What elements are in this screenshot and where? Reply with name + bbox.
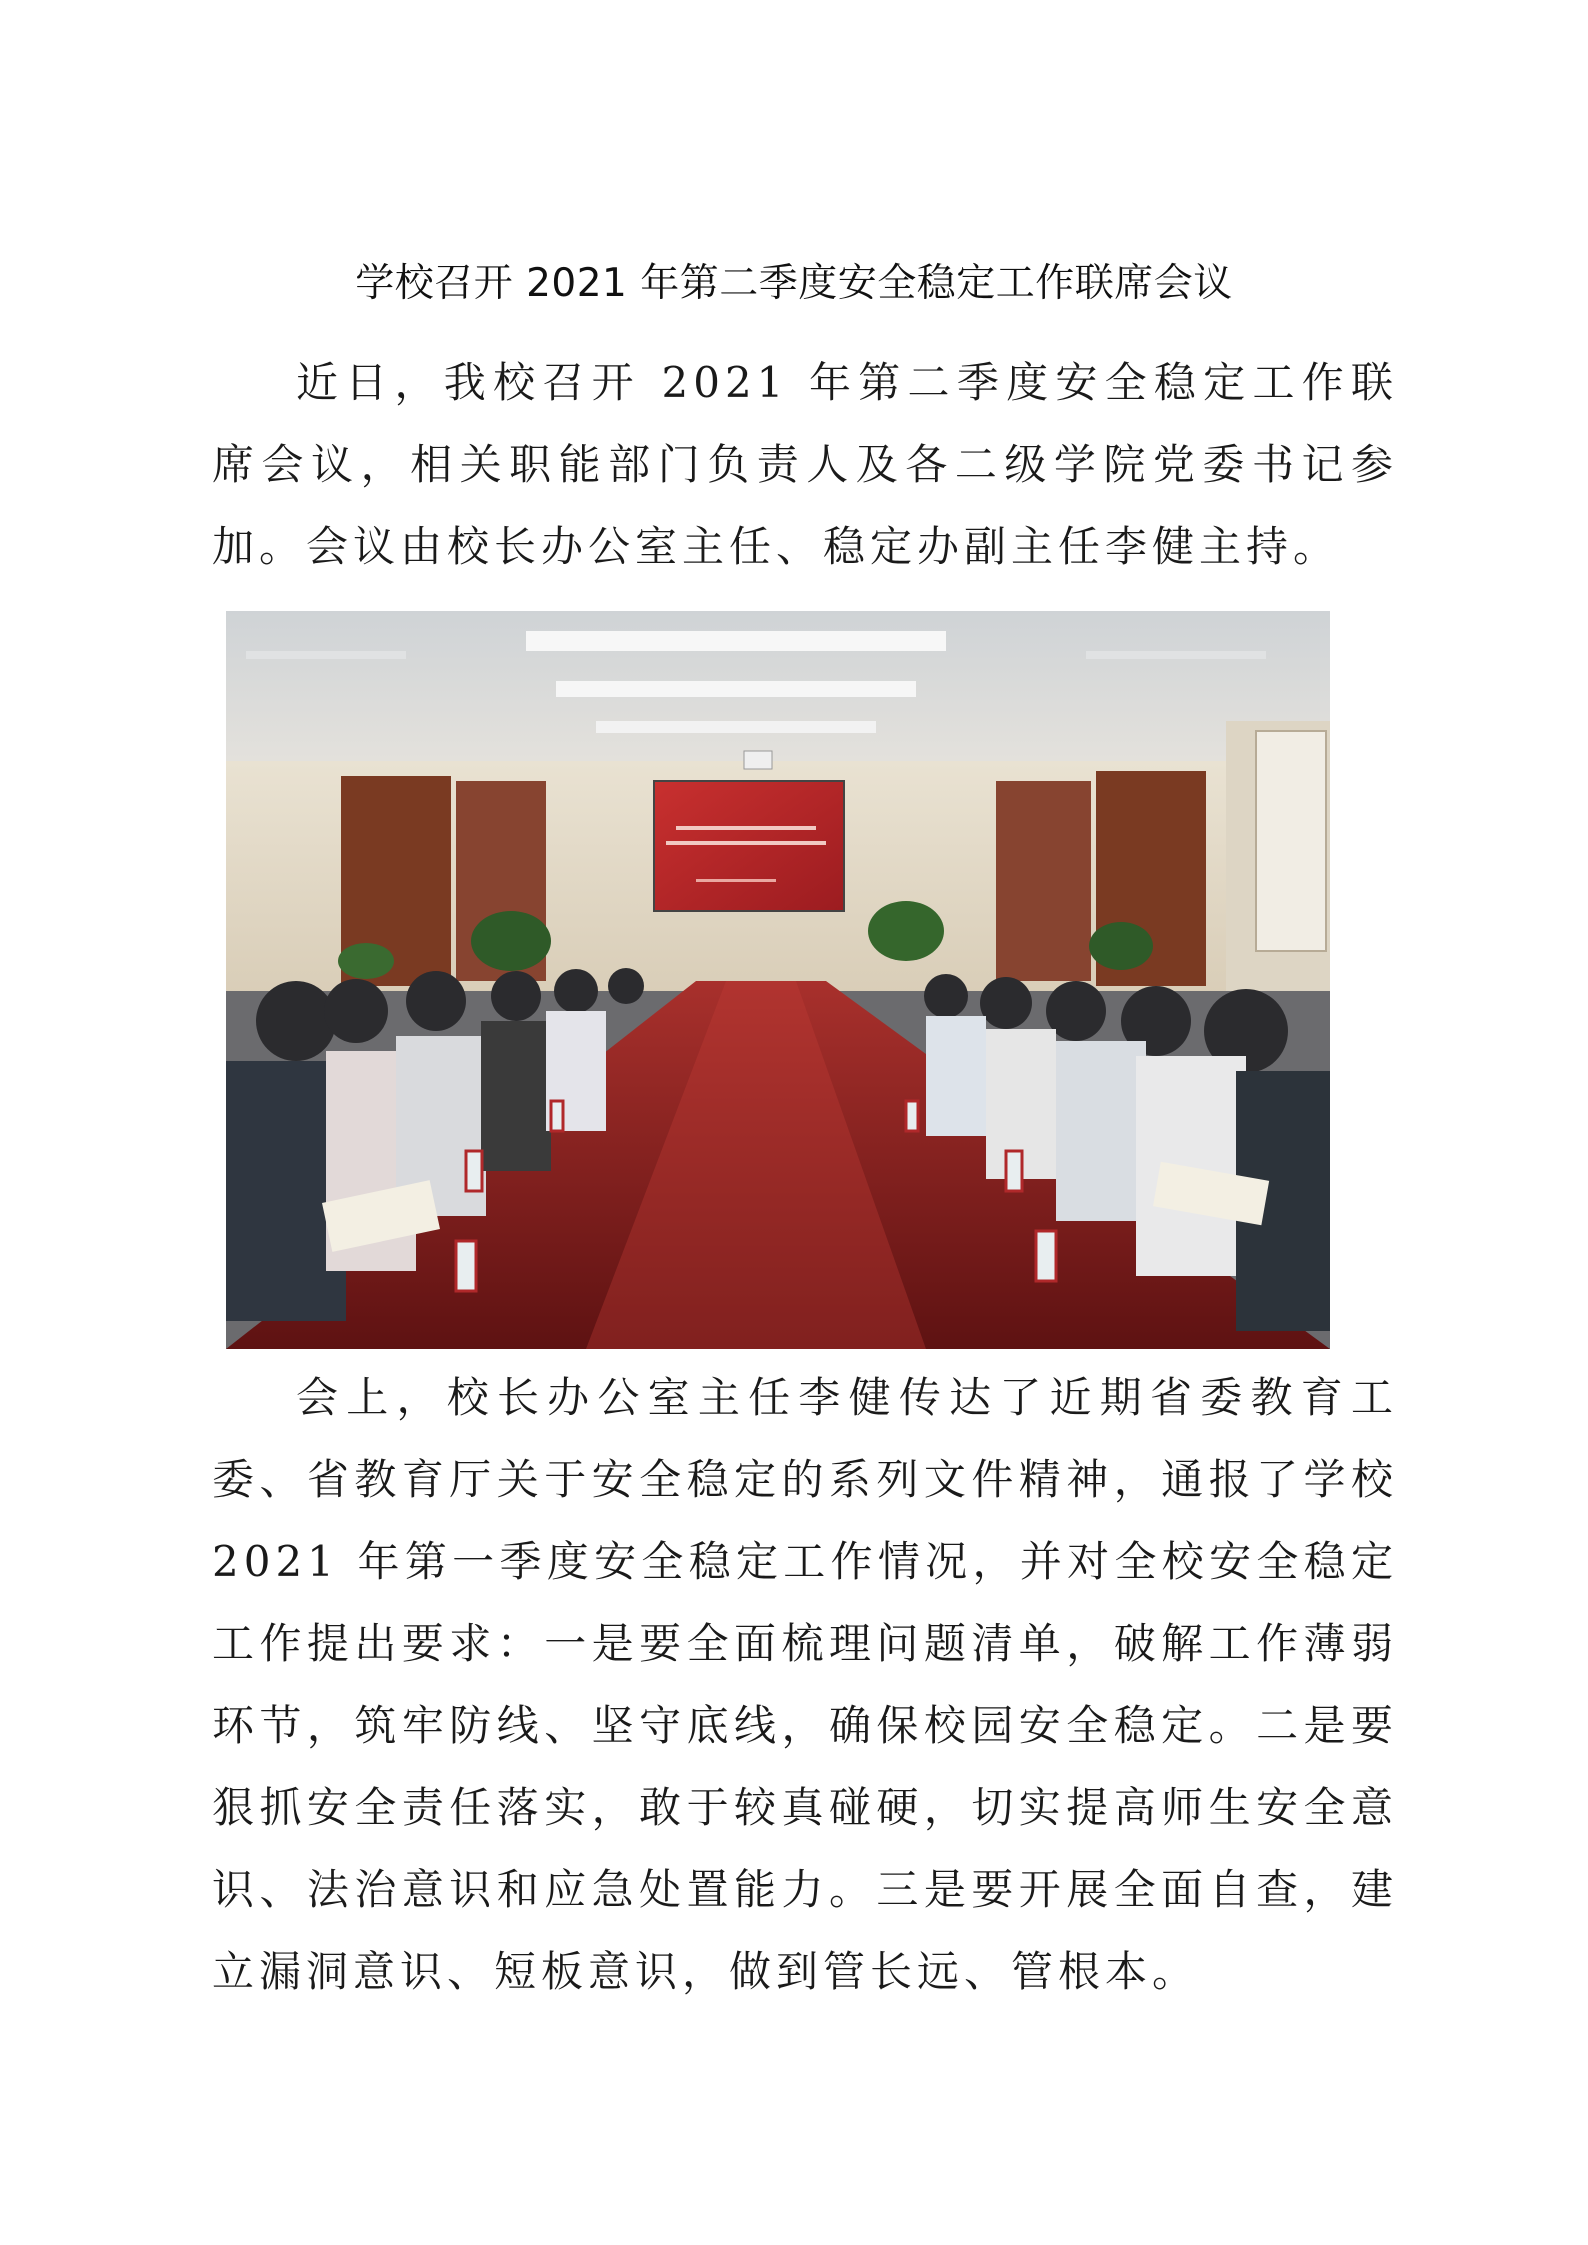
paragraph-meeting-details: 会上，校长办公室主任李健传达了近期省委教育工委、省教育厅关于安全稳定的系列文件精神，通报了学校 2021 年第一季度安全稳定工作情况，并对全校安全稳定工作提出要求：一是要全面梳理问题清单，破解工作薄弱环节，筑牢防线、坚守底线，确保校园安全稳定。二是要狠抓安全责任落实，敢于较真碰硬，切实提高师生安全意识、法治意识和应急处置能力。三是要开展全面自查，建立漏洞意识、短板意识，做到管长远、管根本。 bbox=[212, 1373, 1398, 1996]
page-title: 学校召开 2021 年第二季度安全稳定工作联席会议 bbox=[355, 261, 1233, 306]
paragraph-intro: 近日，我校召开 2021 年第二季度安全稳定工作联席会议，相关职能部门负责人及各二级学院党委书记参加。会议由校长办公室主任、稳定办副主任李健主持。 bbox=[212, 358, 1398, 571]
meeting-photo bbox=[226, 611, 1330, 1349]
